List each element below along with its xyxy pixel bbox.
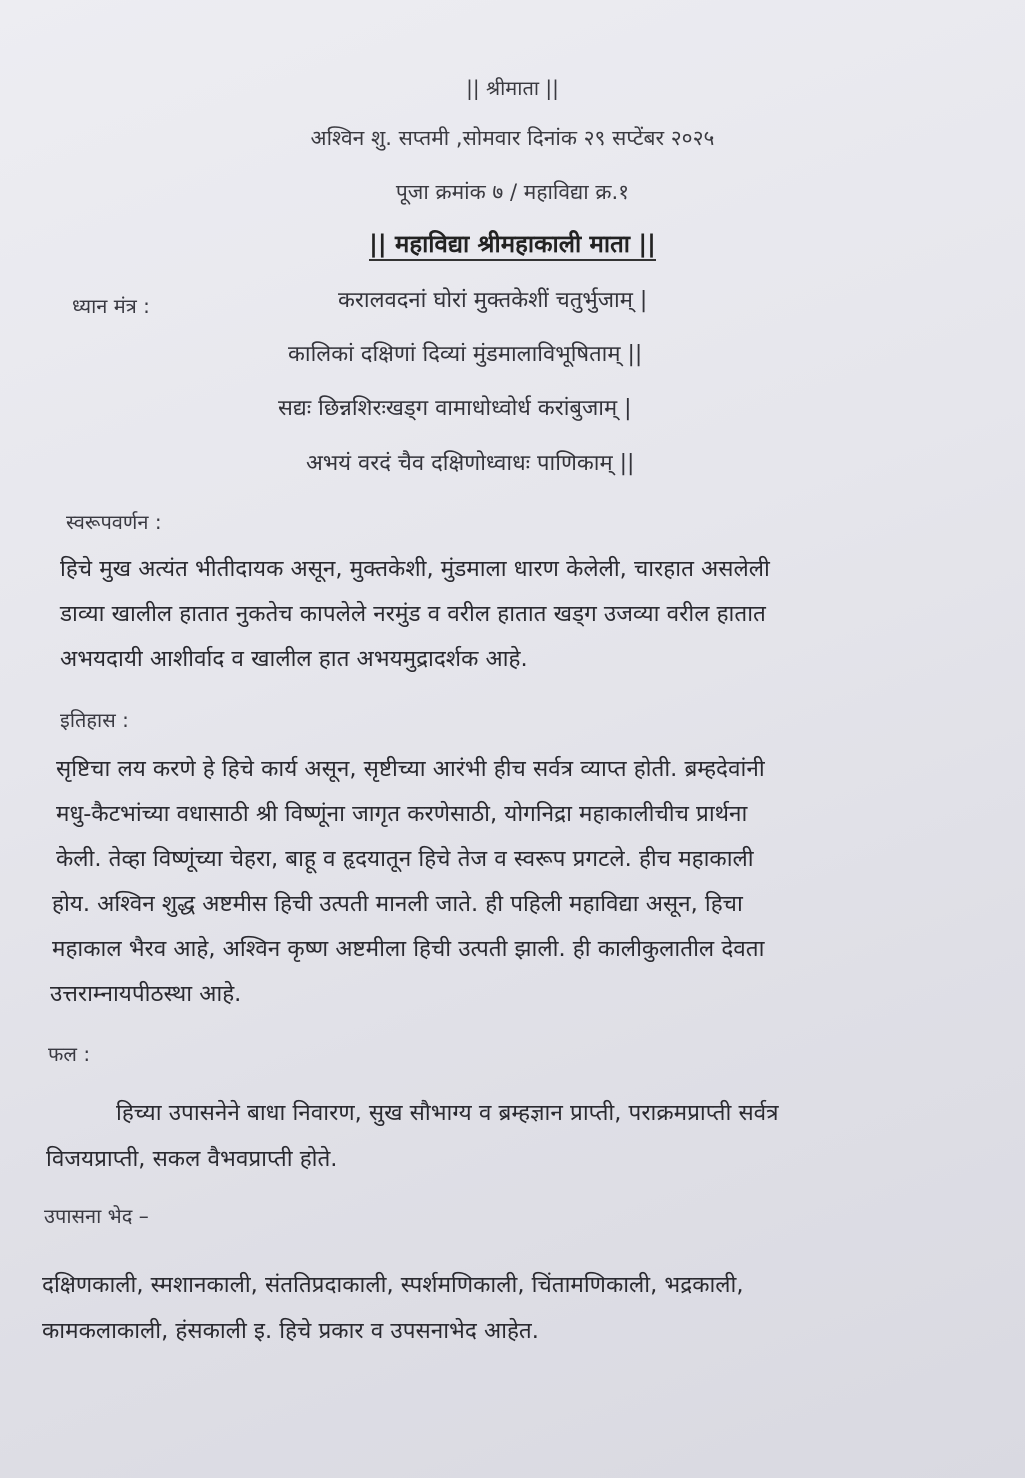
swaroop-line: अभयदायी आशीर्वाद व खालील हात अभयमुद्रादर्शक आहे. [60, 646, 528, 672]
mantra-line: कालिकां दक्षिणां दिव्यां मुंडमालाविभूषिताम् || [288, 342, 643, 367]
itihas-label: इतिहास : [60, 708, 129, 732]
upasana-line: दक्षिणकाली, स्मशानकाली, संततिप्रदाकाली, स्पर्शमणिकाली, चिंतामणिकाली, भद्रकाली, [42, 1272, 744, 1298]
title-wrapper [0, 232, 1025, 261]
mantra-line: अभयं वरदं चैव दक्षिणोध्वाधः पाणिकाम् || [306, 451, 635, 476]
itihas-line: मधु-कैटभांच्या वधासाठी श्री विष्णूंना जागृत करणेसाठी, योगनिद्रा महाकालीचीच प्रार्थना [56, 801, 748, 827]
upasana-line: कामकलाकाली, हंसकाली इ. हिचे प्रकार व उपसनाभेद आहेत. [42, 1318, 539, 1344]
itihas-line: सृष्टिचा लय करणे हे हिचे कार्य असून, सृष्टीच्या आरंभी हीच सर्वत्र व्याप्त होती. ब्रम्हदेवांनी [56, 756, 765, 782]
phal-line: विजयप्राप्ती, सकल वैभवप्राप्ती होते. [46, 1146, 338, 1172]
phal-line: हिच्या उपासनेने बाधा निवारण, सुख सौभाग्य व ब्रम्हज्ञान प्राप्ती, पराक्रमप्राप्ती सर्वत्र [116, 1100, 779, 1126]
puja-line: पूजा क्रमांक ७ / महाविद्या क्र.१ [395, 180, 630, 204]
itihas-line: महाकाल भैरव आहे, अश्विन कृष्ण अष्टमीला हिची उत्पती झाली. ही कालीकुलातील देवता [52, 936, 765, 962]
itihas-line: होय. अश्विन शुद्ध अष्टमीस हिची उत्पती मानली जाते. ही पहिली महाविद्या असून, हिचा [52, 891, 743, 917]
page-title: || महाविद्या श्रीमहाकाली माता || [369, 232, 656, 261]
mantra-line: सद्यः छिन्नशिरःखड्ग वामाधोध्वोर्ध करांबुजाम् | [278, 396, 632, 421]
date-line: अश्विन शु. सप्तमी ,सोमवार दिनांक २९ सप्टेंबर २०२५ [310, 126, 715, 150]
swaroop-line: हिचे मुख अत्यंत भीतीदायक असून, मुक्तकेशी, मुंडमाला धारण केलेली, चारहात असलेली [60, 556, 770, 582]
phal-label: फल : [48, 1042, 91, 1066]
dhyan-label: ध्यान मंत्र : [72, 294, 150, 318]
invocation-line: || श्रीमाता || [466, 76, 559, 100]
swaroop-line: डाव्या खालील हातात नुकतेच कापलेले नरमुंड व वरील हातात खड्ग उजव्या वरील हातात [60, 601, 766, 627]
upasana-label: उपासना भेद – [44, 1204, 149, 1228]
itihas-line: केली. तेव्हा विष्णूंच्या चेहरा, बाहू व हृदयातून हिचे तेज व स्वरूप प्रगटले. हीच महाकाली [56, 846, 754, 872]
mantra-line: करालवदनां घोरां मुक्तकेशीं चतुर्भुजाम् | [338, 288, 648, 313]
swaroop-label: स्वरूपवर्णन : [66, 510, 162, 534]
itihas-line: उत्तराम्नायपीठस्था आहे. [50, 981, 242, 1007]
